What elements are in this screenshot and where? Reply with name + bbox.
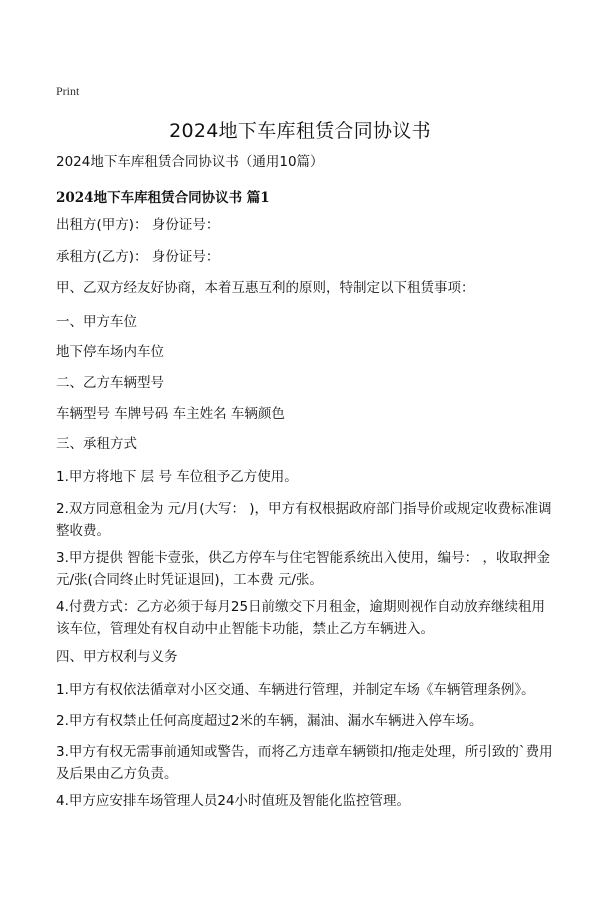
section-2-text: 车辆型号 车牌号码 车主姓名 车辆颜色 [56,406,285,422]
intro-paragraph: 甲、乙双方经友好协商，本着互惠互利的原则，特制定以下租赁事项： [56,280,475,296]
section-3-item-3: 3.甲方提供 智能卡壹张，供乙方停车与住宅智能系统出入使用，编号： ，收取押金 元/张(合同终止时凭证退回)，工本费 元/张。 [56,550,550,588]
section-1-heading: 一、甲方车位 [56,314,137,330]
lessee-line: 承租方(乙方)： 身份证号： [56,249,220,265]
section-heading: 2024地下车库租赁合同协议书 篇1 [56,190,270,206]
section-4-heading: 四、甲方权利与义务 [56,649,178,665]
section-4-item-4: 4.甲方应安排车场管理人员24小时值班及智能化监控管理。 [56,793,411,809]
section-3-item-1: 1.甲方将地下 层 号 车位租予乙方使用。 [56,469,298,485]
section-4-item-1: 1.甲方有权依法循章对小区交通、车辆进行管理，并制定车场《车辆管理条例》。 [56,682,535,698]
section-1-text: 地下停车场内车位 [56,344,164,360]
page-title: 2024地下车库租赁合同协议书 [169,120,431,142]
section-3-item-4: 4.付费方式：乙方必须于每月25日前缴交下月租金，逾期则视作自动放弃继续租用该车位，管理处有权自动中止智能卡功能，禁止乙方车辆进入。 [56,599,546,637]
print-label: Print [56,84,80,98]
section-3-heading: 三、承租方式 [56,436,137,452]
section-3-item-2: 2.双方同意租金为 元/月(大写： )，甲方有权根据政府部门指导价或规定收费标准调整收费。 [56,501,552,539]
section-4-item-3: 3.甲方有权无需事前通知或警告，而将乙方违章车辆锁扣/拖走处理，所引致的`费用及后果由乙方负责。 [56,744,553,782]
section-4-item-2: 2.甲方有权禁止任何高度超过2米的车辆，漏油、漏水车辆进入停车场。 [56,713,483,729]
section-2-heading: 二、乙方车辆型号 [56,375,164,391]
lessor-line: 出租方(甲方)： 身份证号： [56,217,220,233]
document-subtitle: 2024地下车库租赁合同协议书（通用10篇） [56,154,324,170]
